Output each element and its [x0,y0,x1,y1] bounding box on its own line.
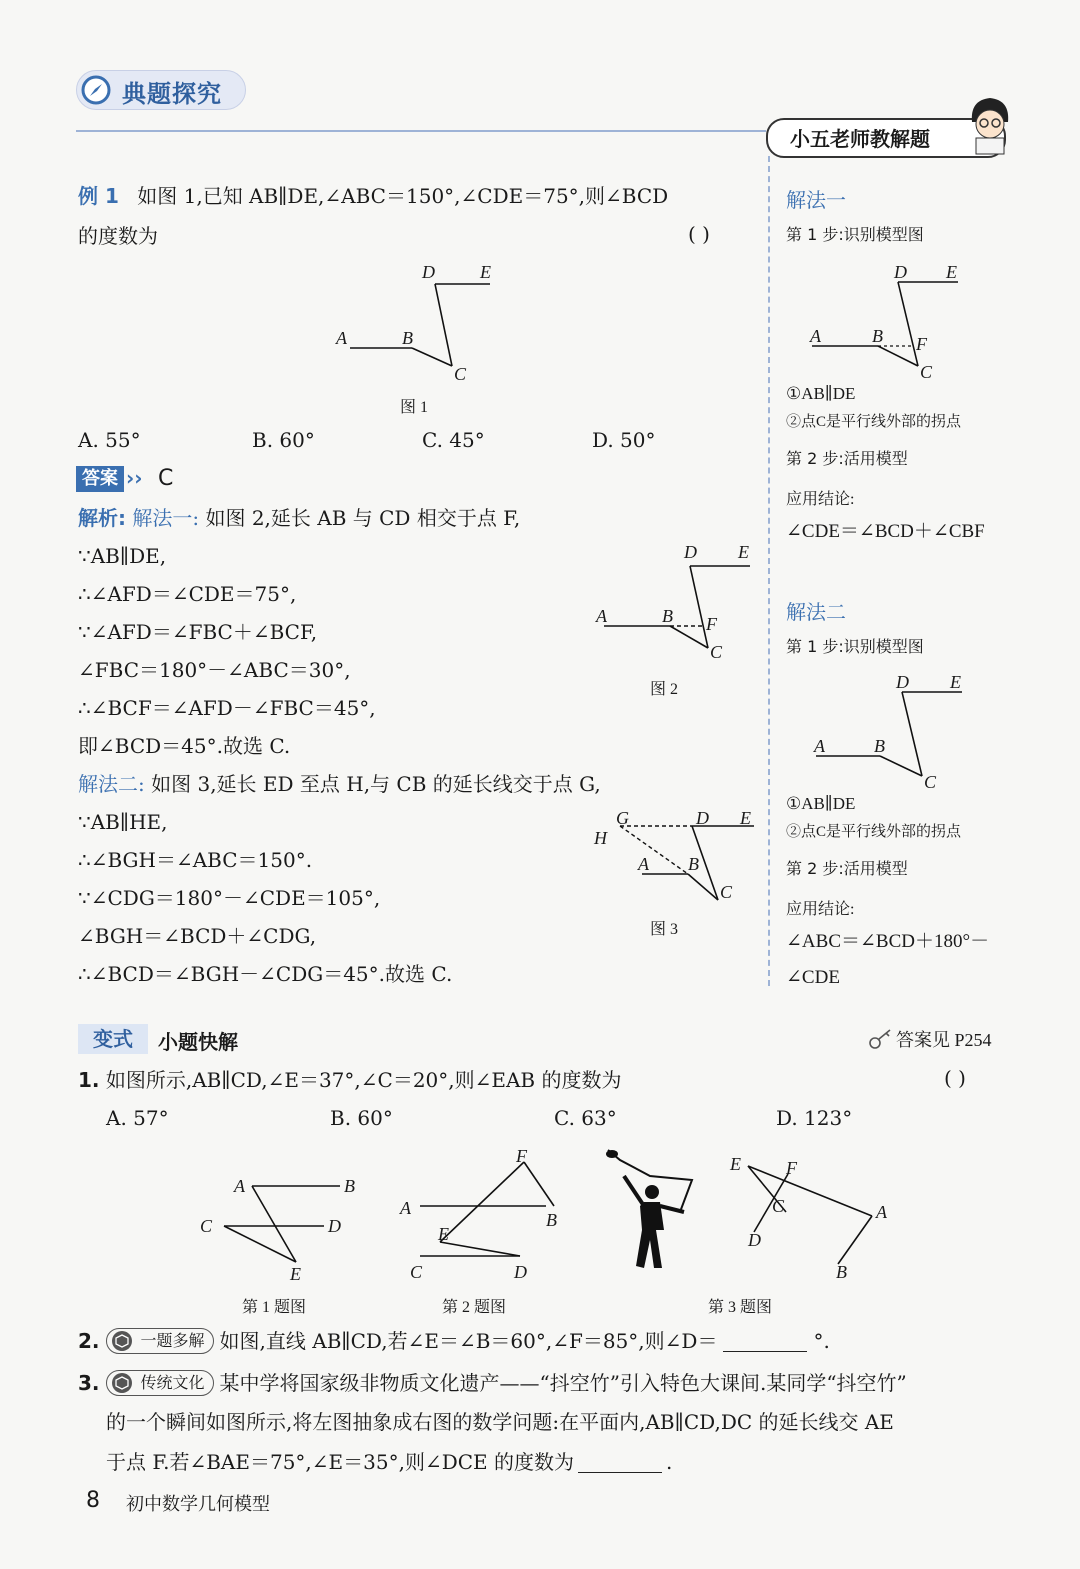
svg-text:B: B [836,1262,847,1282]
m1-line-3: ∵∠AFD＝∠FBC＋∠BCF, [78,620,318,644]
example-question-line1: 如图 1,已知 AB∥DE,∠ABC＝150°,∠CDE＝75°,则∠BCD [137,184,669,208]
svg-text:H: H [594,828,607,848]
q3-text-1: 某中学将国家级非物质文化遗产——“抖空竹”引入特色大课间.某同学“抖空竹” [219,1371,907,1395]
svg-text:A: A [876,1202,887,1222]
q3-tag [106,1370,214,1396]
sidebar-cond2-a: ②点C是平行线外部的拐点 [786,414,962,430]
q3-text-end: . [666,1450,673,1474]
m1-line-1: ∵AB∥DE, [78,544,167,568]
fig1-label-e: E [480,262,491,282]
svg-text:D: D [896,672,909,692]
svg-text:A: A [400,1198,411,1218]
example-question-line2: 的度数为 [78,224,158,248]
m1-line-5: ∴∠BCF＝∠AFD－∠FBC＝45°, [78,696,376,720]
figure-3-caption: 图 3 [650,921,679,938]
header-rule [76,130,766,132]
q1-figure [196,1170,366,1286]
svg-text:B: B [688,854,699,874]
q1-option-a: A. 57° [106,1106,169,1130]
m2-line-2: ∴∠BGH＝∠ABC＝150°. [78,848,313,872]
figure-1-caption: 图 1 [400,399,429,416]
q2-tag-label: 一题多解 [140,1331,205,1350]
svg-text:B: B [872,326,883,346]
svg-text:D: D [696,808,709,828]
svg-text:E: E [950,672,961,692]
svg-text:F: F [916,334,927,354]
method1-label: 解法一: [132,506,200,530]
m1-line-4: ∠FBC＝180°－∠ABC＝30°, [78,658,351,682]
m2-line-3: ∵∠CDG＝180°－∠CDE＝105°, [78,886,381,910]
q3-number: 3. [78,1371,100,1395]
analysis-label: 解析: [78,506,126,530]
section-title: 典题探究 [122,80,222,108]
variant-tag: 变式 [78,1024,148,1054]
m2-line-5: ∴∠BCD＝∠BGH－∠CDG＝45°.故选 C. [78,962,453,986]
svg-text:B: B [662,606,673,626]
m1-line-6: 即∠BCD＝45°.故选 C. [78,734,291,758]
q3-answer-blank[interactable] [578,1452,662,1473]
sidebar-cond1-b: ①AB∥DE [786,794,856,813]
fig1-label-b: B [402,328,413,348]
example-answer-paren: ( ) [688,222,710,246]
svg-text:C: C [710,642,723,662]
svg-text:E: E [438,1224,449,1244]
sidebar-cond2-b: ②点C是平行线外部的拐点 [786,824,962,840]
sidebar-step1-a: 第 1 步:识别模型图 [786,225,924,244]
svg-text:A: A [814,736,825,756]
q1-number: 1. [78,1068,100,1092]
m1-line-2: ∴∠AFD＝∠CDE＝75°, [78,582,297,606]
svg-text:A: A [234,1176,245,1196]
svg-text:D: D [514,1262,527,1282]
svg-text:A: A [596,606,607,626]
svg-text:B: B [344,1176,355,1196]
svg-text:C: C [200,1216,213,1236]
figure-3 [590,808,766,912]
m2-line-1: ∵AB∥HE, [78,810,168,834]
answer-value: C [158,466,174,491]
q2-text-end: °. [813,1329,830,1353]
q1-paren: ( ) [944,1066,966,1090]
q1-figure-caption: 第 1 题图 [242,1299,307,1316]
book-title: 初中数学几何模型 [126,1494,270,1515]
variant-title: 小题快解 [158,1030,238,1054]
method2-text: 如图 3,延长 ED 至点 H,与 CB 的延长线交于点 G, [151,772,601,796]
compass-icon [80,74,112,106]
method2-label: 解法二: [78,772,145,796]
svg-text:E: E [738,542,749,562]
fig1-label-a: A [336,328,347,348]
sidebar-cond1-a: ①AB∥DE [786,384,856,403]
column-divider [768,156,770,986]
answer-label: 答案 [76,466,124,492]
q2-figure [396,1144,576,1286]
svg-text:B: B [546,1210,557,1230]
svg-text:C: C [772,1196,785,1216]
svg-text:E: E [740,808,751,828]
fig1-label-c: C [454,364,467,384]
svg-text:B: B [874,736,885,756]
option-d: D. 50° [592,428,656,452]
svg-text:E: E [946,262,957,282]
q3-text-2: 的一个瞬间如图所示,将左图抽象成右图的数学问题:在平面内,AB∥CD,DC 的延长线交 AE [106,1410,894,1434]
option-a: A. 55° [78,428,141,452]
q2-tag [106,1328,214,1354]
q2-number: 2. [78,1329,100,1353]
answer-chevron-icon: ›› [126,466,143,490]
teacher-avatar-icon [966,92,1014,158]
sidebar-step1-b: 第 1 步:识别模型图 [786,637,924,656]
q3-tag-label: 传统文化 [140,1373,205,1392]
answer-reference: 答案见 P254 [896,1030,992,1050]
svg-text:D: D [894,262,907,282]
svg-text:A: A [810,326,821,346]
svg-text:D: D [684,542,697,562]
sidebar-result1: ∠CDE＝∠BCD＋∠CBF [786,521,985,542]
q1-option-d: D. 123° [776,1106,853,1130]
key-icon [868,1028,892,1050]
sidebar-figure-a [806,262,976,386]
q2-answer-blank[interactable] [723,1331,807,1352]
svg-text:D: D [328,1216,341,1236]
m2-line-4: ∠BGH＝∠BCD＋∠CDG, [78,924,317,948]
sidebar-result2b: ∠CDE [786,967,840,988]
svg-text:C: C [924,772,937,792]
sidebar-figure-b [806,672,976,796]
figure-2-caption: 图 2 [650,681,679,698]
diabolo-photo-figure [600,1146,700,1272]
svg-text:F: F [516,1146,527,1166]
svg-text:F: F [706,614,717,634]
cube-icon [111,1330,133,1352]
sidebar-result2a: ∠ABC＝∠BCD＋180°－ [786,931,990,952]
svg-text:D: D [748,1230,761,1250]
svg-text:C: C [410,1262,423,1282]
q3-text-3: 于点 F.若∠BAE＝75°,∠E＝35°,则∠DCE 的度数为 [106,1450,574,1474]
option-b: B. 60° [252,428,315,452]
fig1-label-d: D [422,262,435,282]
svg-text:F: F [786,1158,797,1178]
sidebar-apply-a: 应用结论: [786,491,855,508]
sidebar-step2-b: 第 2 步:活用模型 [786,859,908,878]
sidebar-method1: 解法一 [786,188,846,212]
q1-text: 如图所示,AB∥CD,∠E＝37°,∠C＝20°,则∠EAB 的度数为 [105,1068,622,1092]
sidebar-method2: 解法二 [786,600,846,624]
q1-option-c: C. 63° [554,1106,617,1130]
teacher-tag: 小五老师教解题 [790,127,930,151]
option-c: C. 45° [422,428,485,452]
sidebar-apply-b: 应用结论: [786,901,855,918]
q3-figure-caption: 第 3 题图 [708,1299,773,1316]
svg-text:G: G [616,808,629,828]
q1-option-b: B. 60° [330,1106,393,1130]
method1-text: 如图 2,延长 AB 与 CD 相交于点 F, [205,506,521,530]
svg-text:C: C [720,882,733,902]
sidebar-step2-a: 第 2 步:活用模型 [786,449,908,468]
figure-2 [592,540,762,670]
cube-icon [111,1372,133,1394]
svg-text:C: C [920,362,933,382]
q2-figure-caption: 第 2 题图 [442,1299,507,1316]
example-label: 例 1 [78,184,119,208]
q2-text: 如图,直线 AB∥CD,若∠E＝∠B＝60°,∠F＝85°,则∠D＝ [219,1329,718,1353]
svg-text:E: E [730,1154,741,1174]
page-number: 8 [86,1488,100,1513]
q3-figure [726,1152,896,1282]
svg-text:A: A [638,854,649,874]
svg-text:E: E [290,1264,301,1284]
